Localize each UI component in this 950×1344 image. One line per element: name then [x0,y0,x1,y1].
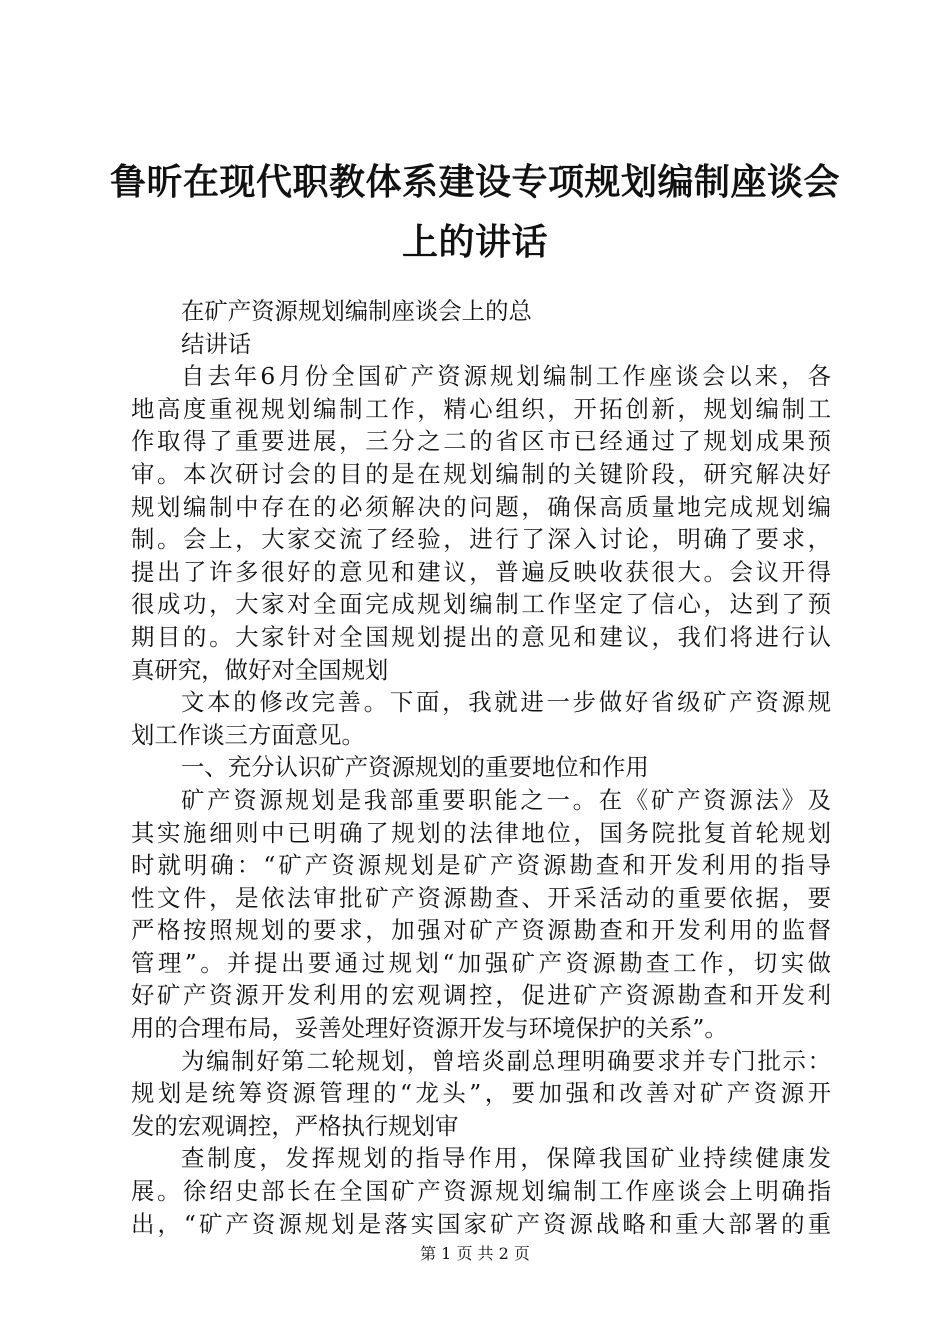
body-line: 制。会上，大家交流了经验，进行了深入讨论，明确了要求， [131,525,831,554]
document-title-line-1: 鲁昕在现代职教体系建设专项规划编制座谈会 [109,162,840,203]
body-line: 很成功，大家对全面完成规划编制工作坚定了信心，达到了预 [131,590,831,619]
body-line: 性文件，是依法审批矿产资源勘查、开采活动的重要依据，要 [131,883,831,912]
body-line: 查制度，发挥规划的指导作用，保障我国矿业持续健康发 [181,1144,831,1173]
body-line: 地高度重视规划编制工作，精心组织，开拓创新，规划编制工 [131,394,831,423]
body-line: 矿产资源规划是我部重要职能之一。在《矿产资源法》及 [181,785,831,814]
body-line: 审。本次研讨会的目的是在规划编制的关键阶段，研究解决好 [131,459,831,488]
body-line: 为编制好第二轮规划，曾培炎副总理明确要求并专门批示： [181,1046,831,1075]
body-line: 结讲话 [181,329,252,358]
body-line: 规划编制中存在的必须解决的问题，确保高质量地完成规划编 [131,492,831,521]
body-line: 用的合理布局，妥善处理好资源开发与环境保护的关系”。 [131,1014,728,1043]
body-line: 其实施细则中已明确了规划的法律地位，国务院批复首轮规划 [131,818,831,847]
body-line: 发的宏观调控，严格执行规划审 [131,1111,459,1140]
body-line: 展。徐绍史部长在全国矿产资源规划编制工作座谈会上明确指 [131,1177,831,1206]
body-line: 期目的。大家针对全国规划提出的意见和建议，我们将进行认 [131,622,831,651]
body-line: 规划是统筹资源管理的“龙头”，要加强和改善对矿产资源开 [131,1079,831,1108]
body-line: 管理”。并提出要通过规划“加强矿产资源勘查工作，切实做 [131,948,831,977]
body-line: 文本的修改完善。下面，我就进一步做好省级矿产资源规 [181,688,831,717]
body-line: 提出了许多很好的意见和建议，普遍反映收获很大。会议开得 [131,557,831,586]
body-line: 时就明确：“矿产资源规划是矿产资源勘查和开发利用的指导 [131,851,831,880]
document-title-line-2: 上的讲话 [401,222,548,263]
body-line: 自去年6月份全国矿产资源规划编制工作座谈会以来，各 [181,362,831,391]
body-line: 真研究，做好对全国规划 [131,655,389,684]
page-footer: 第 1 页 共 2 页 [420,1244,530,1263]
body-line: 在矿产资源规划编制座谈会上的总 [181,297,532,325]
body-line: 出，“矿产资源规划是落实国家矿产资源战略和重大部署的重 [131,1209,831,1238]
body-line: 划工作谈三方面意见。 [131,720,365,749]
body-line: 作取得了重要进展，三分之二的省区市已经通过了规划成果预 [131,427,831,456]
body-line: 一、充分认识矿产资源规划的重要地位和作用 [181,753,649,782]
body-line: 好矿产资源开发利用的宏观调控，促进矿产资源勘查和开发利 [131,981,831,1010]
document-body [131,295,831,1240]
body-line: 严格按照规划的要求，加强对矿产资源勘查和开发利用的监督 [131,916,831,945]
